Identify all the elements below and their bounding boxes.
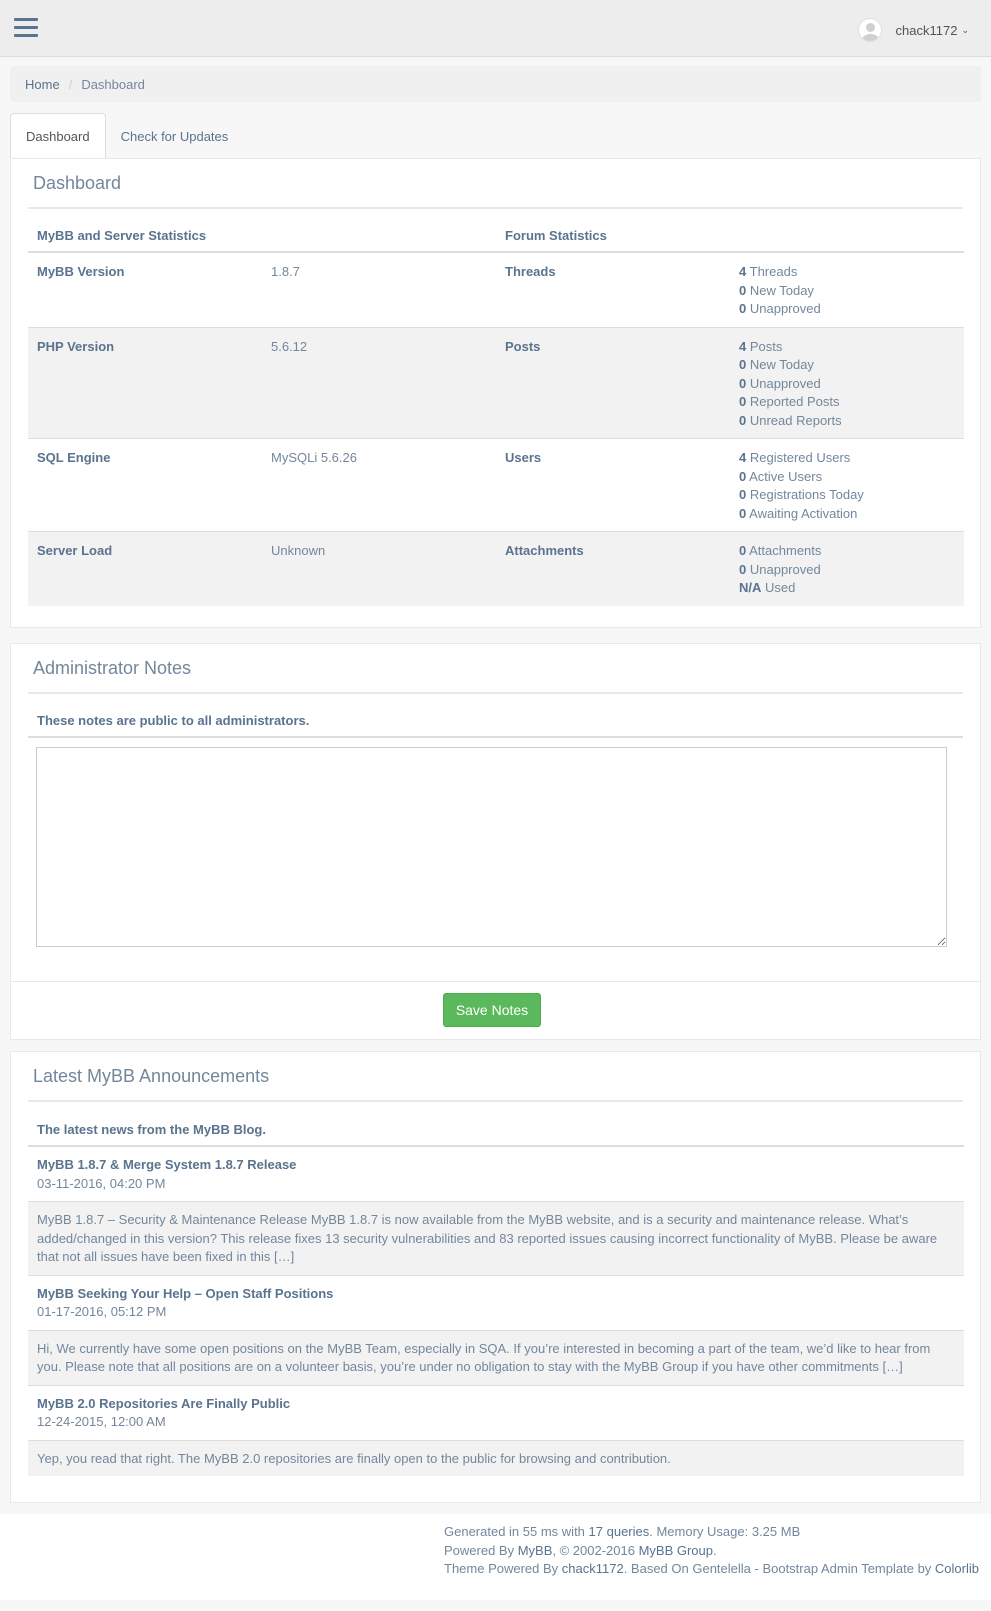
mybb-link[interactable]: MyBB	[517, 1542, 553, 1558]
announcement-body: Hi, We currently have some open positions on the MyBB Team, especially in SQA. If you’re interested in becoming a part of the team, we’d like to hear from you. Please note that all positions are on a volunteer basis, you’re under no obligation to stay with the MyBB Group if you have other commitments […]	[28, 1330, 964, 1385]
tab-dashboard[interactable]: Dashboard	[10, 113, 106, 159]
admin-notes-panel	[10, 643, 981, 1040]
server-stats-header: MyBB and Server Statistics	[28, 220, 496, 252]
stat-value: 5.6.12	[262, 327, 496, 439]
announcements-header: The latest news from the MyBB Blog.	[28, 1113, 964, 1146]
stat-label: Server Load	[28, 532, 262, 606]
table-row	[28, 532, 964, 606]
announcement-body-row	[28, 1330, 964, 1385]
admin-notes-subtitle: These notes are public to all administrators.	[28, 705, 963, 738]
stat-line: 0 Unapproved	[739, 375, 821, 391]
stat-line: 4 Posts	[739, 338, 783, 354]
admin-notes-footer	[11, 981, 980, 1042]
forum-stats-header: Forum Statistics	[496, 220, 964, 252]
admin-notes-textarea[interactable]	[36, 747, 947, 947]
forum-stat-values	[730, 327, 964, 439]
stat-line: 0 Unapproved	[739, 561, 821, 577]
breadcrumb-home-link[interactable]: Home	[25, 76, 60, 92]
chevron-down-icon: ⌄	[961, 24, 969, 35]
stat-line: 0 Unread Reports	[739, 412, 842, 428]
announcement-header-row	[28, 1385, 964, 1440]
breadcrumb-separator: /	[68, 76, 73, 92]
avatar	[858, 18, 882, 42]
stat-value: MySQLi 5.6.26	[262, 439, 496, 532]
announcement-title-link[interactable]: MyBB 1.8.7 & Merge System 1.8.7 Release	[37, 1157, 297, 1172]
top-navbar	[0, 0, 991, 57]
table-row	[28, 439, 964, 532]
page-footer	[0, 1514, 991, 1600]
stat-line: 0 Registrations Today	[739, 487, 864, 502]
stat-line: 0 Unapproved	[739, 301, 821, 316]
save-notes-button[interactable]: Save Notes	[443, 993, 541, 1027]
stat-line: 0 Awaiting Activation	[739, 505, 858, 521]
tab-bar	[10, 113, 981, 159]
announcements-panel	[10, 1051, 981, 1503]
announcement-body: MyBB 1.8.7 – Security & Maintenance Release MyBB 1.8.7 is now available from the MyBB website, and is a security and maintenance release. What’s added/changed in this version? This release fixes 13 security vulnerabilities and 83 reported issues causing incorrect functionality of MyBB. Please be aware that not all issues have been fixed in this […]	[28, 1202, 964, 1276]
announcement-body-row	[28, 1202, 964, 1276]
stat-label: MyBB Version	[28, 252, 262, 327]
announcements-table	[28, 1113, 964, 1476]
breadcrumb-current: Dashboard	[81, 76, 145, 92]
stat-line: 0 Reported Posts	[739, 394, 840, 409]
stat-line: 0 Attachments	[739, 543, 822, 558]
stat-label: SQL Engine	[28, 439, 262, 532]
breadcrumb	[10, 66, 981, 102]
dashboard-title: Dashboard	[28, 159, 963, 209]
forum-stat-label: Attachments	[496, 532, 730, 606]
announcement-date: 12-24-2015, 12:00 AM	[37, 1414, 166, 1429]
announcement-body-row	[28, 1440, 964, 1476]
admin-notes-title: Administrator Notes	[28, 644, 963, 694]
statistics-table	[28, 220, 964, 606]
announcement-title-link[interactable]: MyBB 2.0 Repositories Are Finally Public	[37, 1395, 291, 1411]
announcement-date: 03-11-2016, 04:20 PM	[37, 1175, 166, 1191]
announcements-title: Latest MyBB Announcements	[28, 1052, 963, 1102]
announcement-header-row	[28, 1275, 964, 1330]
announcement-title-link[interactable]: MyBB Seeking Your Help – Open Staff Positions	[37, 1285, 334, 1301]
table-row	[28, 252, 964, 327]
stat-line: 4 Threads	[739, 264, 798, 279]
dashboard-panel	[10, 158, 981, 628]
menu-toggle-icon[interactable]	[14, 18, 38, 38]
colorlib-link[interactable]: Colorlib	[934, 1561, 979, 1576]
stat-line: 0 New Today	[739, 282, 814, 298]
stat-value: Unknown	[262, 532, 496, 606]
announcement-date: 01-17-2016, 05:12 PM	[37, 1304, 167, 1319]
stat-line: 0 Active Users	[739, 468, 823, 484]
forum-stat-label: Posts	[496, 327, 730, 439]
footer-generated-line: Generated in 55 ms with 17 queries. Memory Usage: 3.25 MB	[444, 1524, 801, 1539]
user-menu[interactable]	[858, 18, 969, 42]
queries-link[interactable]: 17 queries	[588, 1524, 650, 1539]
stat-label: PHP Version	[28, 327, 262, 439]
stat-line: N/A Used	[739, 580, 796, 595]
theme-author-link[interactable]: chack1172	[561, 1561, 624, 1576]
forum-stat-values	[730, 532, 964, 606]
forum-stat-label: Threads	[496, 252, 730, 327]
username: chack1172	[895, 22, 958, 38]
stat-line: 4 Registered Users	[739, 450, 851, 465]
announcement-header-row	[28, 1146, 964, 1202]
forum-stat-label: Users	[496, 439, 730, 532]
stat-value: 1.8.7	[262, 252, 496, 327]
footer-theme-line: Theme Powered By chack1172. Based On Gentelella - Bootstrap Admin Template by Colorlib	[444, 1561, 979, 1576]
tab-check-for-updates[interactable]: Check for Updates	[120, 128, 229, 144]
forum-stat-values	[730, 252, 964, 327]
footer-powered-line: Powered By MyBB, © 2002-2016 MyBB Group.	[444, 1542, 717, 1558]
table-row	[28, 327, 964, 439]
stat-line: 0 New Today	[739, 357, 814, 372]
announcement-body: Yep, you read that right. The MyBB 2.0 repositories are finally open to the public for browsing and contribution.	[28, 1440, 964, 1476]
footer-text	[444, 1523, 979, 1579]
forum-stat-values	[730, 439, 964, 532]
mybb-group-link[interactable]: MyBB Group	[638, 1542, 713, 1558]
